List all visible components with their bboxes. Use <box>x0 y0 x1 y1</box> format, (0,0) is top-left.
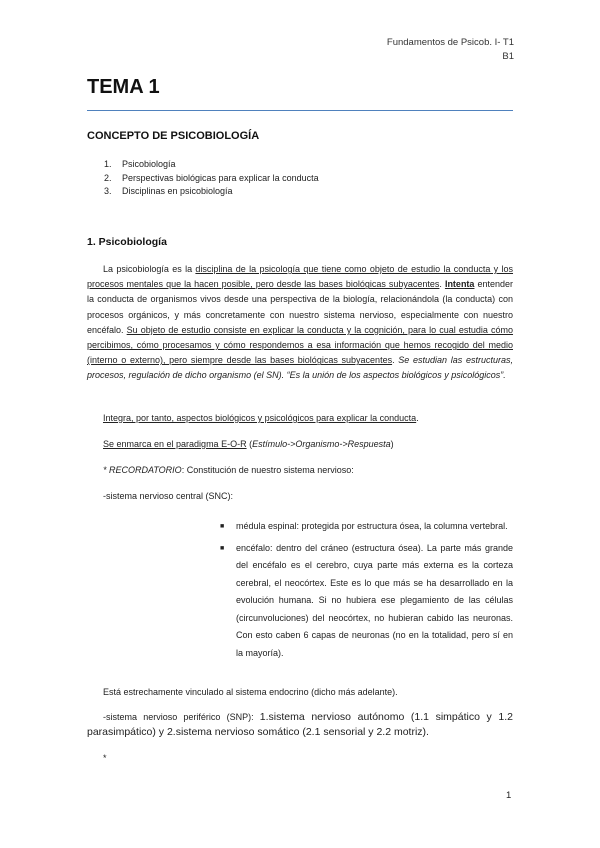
subsection-heading: 1. Psicobiología <box>87 236 167 248</box>
snc-bullet-list <box>220 518 513 666</box>
intro-paragraph: La psicobiología es la disciplina de la psicología que tiene como objeto de estudio la conducta y los procesos mentales que la hacen posible, pero desde las bases biológicas subyacentes. Intenta entender la conducta de organismos vivos desde una perspectiva de la biología, relacionándola (la conducta) con procesos orgánicos, y más concretamente con nuestro sistema nervioso, especialmente con nuestro encéfalo. Su objeto de estudio consiste en explicar la conducta y la cognición, para lo cual estudia cómo percibimos, cómo procesamos y cómo respondemos a esa información que hemos recogido del medio (interno o externo), pero siempre desde las bases biológicas subyacentes. Se estudian las estructuras, procesos, regulación de dicho organismo (el SN). “Es la unión de los aspectos biológicos y psicológicos”. <box>87 264 514 381</box>
bullet-icon: ■ <box>220 523 225 530</box>
integra-line: Integra, por tanto, aspectos biológicos y psicológicos para explicar la conducta. <box>103 413 419 423</box>
toc-item: 1. Psicobiología <box>104 159 176 169</box>
document-title: TEMA 1 <box>87 76 160 98</box>
list-item: ■ médula espinal: protegida por estructura ósea, la columna vertebral. <box>220 518 513 536</box>
toc-item: 3. Disciplinas en psicobiología <box>104 186 233 196</box>
header-course: Fundamentos de Psicob. I- T1 <box>386 37 514 48</box>
paradigma-line: Se enmarca en el paradigma E-O-R (Estímulo->Organismo->Respuesta) <box>103 439 394 449</box>
snc-line: -sistema nervioso central (SNC): <box>103 491 234 501</box>
page-number: 1 <box>506 790 512 801</box>
bullet-icon: ■ <box>220 544 225 552</box>
page-header <box>387 36 514 64</box>
title-divider <box>87 110 513 111</box>
recordatorio-line: * RECORDATORIO: Constitución de nuestro sistema nervioso: <box>103 465 354 475</box>
snp-paragraph: -sistema nervioso periférico (SNP): 1.sistema nervioso autónomo (1.1 simpático y 1.2 parasimpático) y 2.sistema nervioso somático (2.1 sensorial y 2.2 motriz). <box>87 711 513 738</box>
asterisk-marker: * <box>103 753 107 763</box>
toc-item: 2. Perspectivas biológicas para explicar la conducta <box>104 172 319 183</box>
table-of-contents <box>104 158 319 199</box>
header-code: B1 <box>502 51 514 62</box>
section-title: CONCEPTO DE PSICOBIOLOGÍA <box>87 130 260 142</box>
list-item: ■ encéfalo: dentro del cráneo (estructura ósea). La parte más grande del encéfalo es el cerebro, cuya parte más externa es la corteza cerebral, el neocórtex. Este es lo que más se ha desarrollado en la evolución humana. Si no hubiera ese plegamiento de las células (circunvoluciones) del neocórtex, no hubieran cabido las neuronas. Con esto caben 6 capas de neuronas (no en la totalidad, pero sí en la mayoría). <box>220 540 513 663</box>
endocrino-line: Está estrechamente vinculado al sistema endocrino (dicho más adelante). <box>103 687 398 697</box>
